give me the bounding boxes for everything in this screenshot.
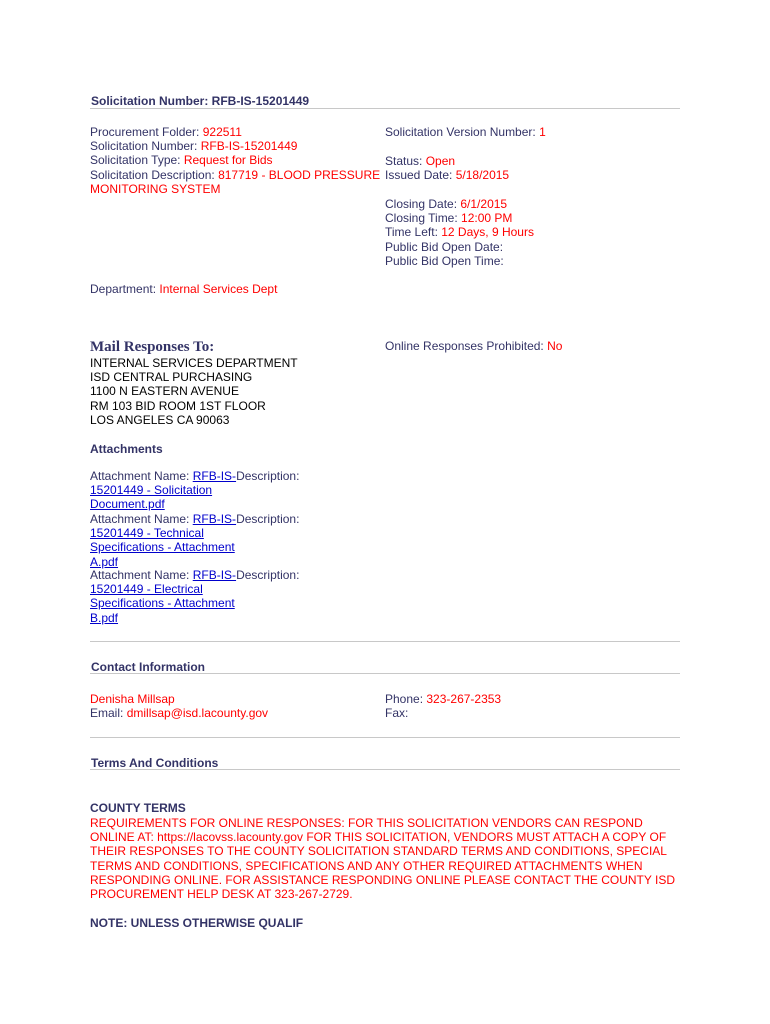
- attachment-link[interactable]: 15201449 - Solicitation: [90, 483, 213, 498]
- public-bid-open-date: Public Bid Open Date:: [385, 239, 504, 254]
- procurement-folder: Procurement Folder: 922511: [90, 125, 242, 139]
- divider: [90, 108, 680, 109]
- attachment-link[interactable]: Specifications - Attachment: [90, 596, 235, 611]
- issued-date: Issued Date: 5/18/2015: [385, 168, 510, 183]
- department: Department: Internal Services Dept: [90, 282, 278, 296]
- attachment-link[interactable]: RFB-IS-: [192, 568, 237, 582]
- divider: [90, 769, 680, 770]
- terms-note: NOTE: UNLESS OTHERWISE QUALIF: [90, 916, 304, 930]
- attachment-link[interactable]: RFB-IS-: [192, 512, 237, 526]
- status: Status: Open: [385, 154, 456, 168]
- divider: [90, 641, 680, 642]
- solicitation-number: Solicitation Number: RFB-IS-15201449: [90, 139, 298, 154]
- contact-fax: Fax:: [385, 706, 409, 721]
- mail-heading: Mail Responses To:: [90, 339, 215, 355]
- attachment-link[interactable]: RFB-IS-: [192, 469, 237, 483]
- solicitation-description-cont: MONITORING SYSTEM: [90, 181, 221, 196]
- mail-address: INTERNAL SERVICES DEPARTMENT ISD CENTRAL PURCHASING 1100 N EASTERN AVENUE RM 103 BID ROOM 1ST FLOOR LOS ANGELES CA 90063: [90, 356, 298, 427]
- attachment-link[interactable]: A.pdf: [90, 554, 119, 569]
- contact-left: [90, 692, 268, 720]
- online-responses: Online Responses Prohibited: No: [385, 339, 563, 353]
- terms-heading: Terms And Conditions: [91, 756, 219, 770]
- county-terms-heading: COUNTY TERMS: [90, 801, 186, 815]
- contact-name: Denisha Millsap: [90, 692, 175, 706]
- contact-email: Email: dmillsap@isd.lacounty.gov: [90, 706, 269, 721]
- attachment-item: Attachment Name: RFB-IS-Description: 15201449 - Electrical Specifications - Attachment B.pdf: [90, 568, 300, 625]
- attachment-item: Attachment Name: RFB-IS-Description: 15201449 - Technical Specifications - Attachment A.pdf: [90, 512, 300, 569]
- details-right: [385, 154, 509, 182]
- divider: [90, 673, 680, 674]
- attachment-link[interactable]: Specifications - Attachment: [90, 540, 235, 555]
- attachment-link[interactable]: 15201449 - Electrical: [90, 582, 203, 597]
- attachment-link[interactable]: 15201449 - Technical: [90, 526, 204, 541]
- details-left: [90, 125, 380, 196]
- solicitation-type: Solicitation Type: Request for Bids: [90, 153, 273, 168]
- contact-heading: Contact Information: [91, 660, 205, 674]
- attachment-item: Attachment Name: RFB-IS-Description: 15201449 - Solicitation Document.pdf: [90, 469, 300, 512]
- attachment-link[interactable]: Document.pdf: [90, 497, 165, 512]
- county-terms-body: REQUIREMENTS FOR ONLINE RESPONSES: FOR THIS SOLICITATION VENDORS CAN RESPOND ONLINE AT: https://lacovss.lacounty.gov FOR THIS SOLICITATION, VENDORS MUST ATTACH A COPY OF THEIR RESPONSES TO THE COUNTY SOLICITATION STANDARD TERMS AND CONDITIONS, SPECIAL TERMS AND CONDITIONS, SPECIFICATIONS AND ANY OTHER REQUIRED ATTACHMENTS WHEN RESPONDING ONLINE. FOR ASSISTANCE RESPONDING ONLINE PLEASE CONTACT THE COUNTY ISD PROCUREMENT HELP DESK AT 323-267-2729.: [90, 816, 675, 902]
- closing-time: Closing Time: 12:00 PM: [385, 211, 513, 226]
- time-left: Time Left: 12 Days, 9 Hours: [385, 225, 534, 240]
- page-title: Solicitation Number: RFB-IS-15201449: [91, 94, 310, 108]
- solicitation-description: Solicitation Description: 817719 - BLOOD PRESSURE: [90, 167, 381, 182]
- version-number: Solicitation Version Number: 1: [385, 125, 546, 139]
- attachment-link[interactable]: B.pdf: [90, 610, 119, 625]
- divider: [90, 737, 680, 738]
- contact-right: [385, 692, 501, 720]
- attachments-heading: Attachments: [90, 442, 163, 456]
- public-bid-open-time: Public Bid Open Time:: [385, 253, 504, 268]
- contact-phone: Phone: 323-267-2353: [385, 692, 502, 706]
- closing-date: Closing Date: 6/1/2015: [385, 197, 508, 211]
- closing-details: [385, 197, 534, 268]
